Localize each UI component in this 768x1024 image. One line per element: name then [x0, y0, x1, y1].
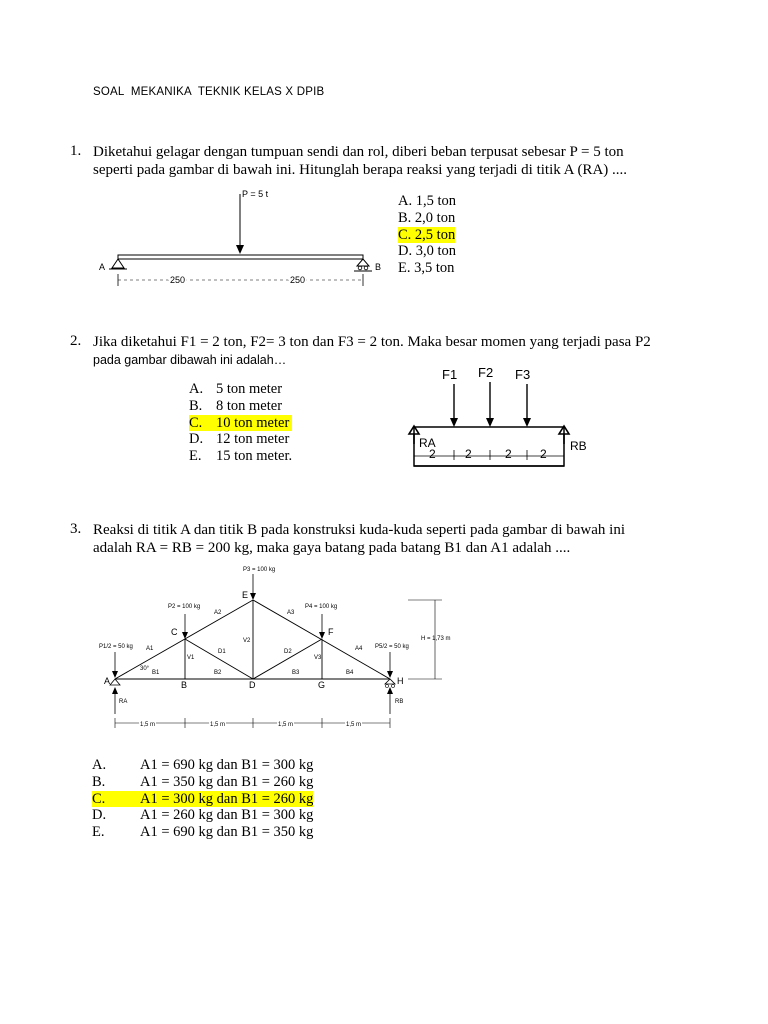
figure-1-label-a: A: [99, 262, 106, 272]
node-e: E: [242, 590, 249, 600]
support-a: [110, 679, 120, 685]
label-p4: P4 = 100 kg: [305, 604, 338, 610]
question-2-options: [189, 381, 292, 465]
question-1-options: [398, 193, 456, 277]
label-span-4: 1,5 m: [346, 722, 362, 728]
question-2-option-a[interactable]: A. 5 ton meter: [189, 381, 283, 397]
label-span-2: 1,5 m: [210, 722, 226, 728]
figure-1-pin-support: [112, 259, 124, 268]
figure-1-span-2: 250: [290, 275, 306, 285]
label-p5: P5/2 = 50 kg: [375, 644, 409, 650]
node-d: D: [249, 680, 256, 690]
label-rb: RB: [395, 699, 404, 705]
question-3-option-b[interactable]: B. A1 = 350 kg dan B1 = 260 kg: [92, 773, 314, 790]
figure-1-load-label: P = 5 t: [242, 189, 269, 199]
figure-3-truss: [90, 562, 470, 742]
label-height: H = 1,73 m: [421, 636, 451, 642]
figure-2-span-1: 2: [429, 447, 436, 461]
question-3-option-a[interactable]: A. A1 = 690 kg dan B1 = 300 kg: [92, 757, 314, 773]
label-p1: P1/2 = 50 kg: [99, 644, 133, 650]
question-1-text: [93, 143, 733, 179]
question-3-option-d[interactable]: D. A1 = 260 kg dan B1 = 300 kg: [92, 807, 314, 824]
label-v1: V1: [187, 655, 195, 661]
support-h: [385, 679, 395, 684]
label-b4: B4: [346, 670, 354, 676]
label-span-3: 1,5 m: [278, 722, 294, 728]
question-2-option-c[interactable]: C. 10 ton meter: [189, 415, 292, 432]
question-1-option-d[interactable]: D. 3,0 ton: [398, 243, 456, 260]
label-b1: B1: [152, 670, 160, 676]
question-2-line-1: Jika diketahui F1 = 2 ton, F2= 3 ton dan F3 = 2 ton. Maka besar momen yang terjadi pasa P2: [93, 334, 651, 350]
page-title: SOAL MEKANIKA TEKNIK KELAS X DPIB: [93, 86, 325, 98]
question-1-line-2: seperti pada gambar di bawah ini. Hitunglah berapa reaksi yang terjadi di titik A (RA) ....: [93, 162, 628, 178]
question-2-option-d[interactable]: D. 12 ton meter: [189, 431, 290, 448]
figure-2-ra-label: RA: [419, 436, 436, 450]
figure-1-beam-bar: [118, 255, 363, 259]
figure-1-roller-support: [357, 259, 369, 266]
figure-2-span-4: 2: [540, 447, 547, 461]
question-3-option-c[interactable]: C. A1 = 300 kg dan B1 = 260 kg: [92, 790, 314, 807]
label-a3: A3: [287, 610, 295, 616]
node-f: F: [328, 627, 334, 637]
node-g: G: [318, 680, 326, 690]
figure-2-f2-label: F2: [478, 365, 494, 380]
label-angle: 30°: [140, 666, 150, 672]
question-2-option-e[interactable]: E. 15 ton meter.: [189, 448, 293, 465]
figure-2-span-2: 2: [465, 447, 472, 461]
figure-1-span-1: 250: [170, 275, 186, 285]
figure-1-label-b: B: [375, 262, 382, 272]
label-ra: RA: [119, 699, 128, 705]
node-a: A: [104, 676, 111, 686]
figure-1-beam: [90, 182, 395, 294]
label-p2: P2 = 100 kg: [168, 604, 201, 610]
question-1-option-c[interactable]: C. 2,5 ton: [398, 226, 456, 243]
label-v3: V3: [314, 655, 322, 661]
figure-2-f1-label: F1: [442, 367, 458, 382]
question-3-line-1: Reaksi di titik A dan titik B pada konstruksi kuda-kuda seperti pada gambar di bawah ini: [93, 522, 625, 538]
label-a1: A1: [146, 646, 154, 652]
label-p3: P3 = 100 kg: [243, 567, 276, 573]
node-h: H: [397, 676, 404, 686]
label-a2: A2: [214, 610, 222, 616]
question-3-line-2: adalah RA = RB = 200 kg, maka gaya batang pada batang B1 dan A1 adalah ....: [93, 540, 571, 556]
question-2-option-b[interactable]: B. 8 ton meter: [189, 397, 283, 414]
question-1-option-b[interactable]: B. 2,0 ton: [398, 209, 456, 226]
question-3-text: [93, 521, 733, 557]
question-2-line-2: pada gambar dibawah ini adalah…: [93, 353, 287, 367]
question-3-number: 3.: [70, 521, 82, 537]
label-b3: B3: [292, 670, 300, 676]
figure-2-rb-label: RB: [570, 439, 587, 453]
figure-2-span-3: 2: [505, 447, 512, 461]
question-1-option-e[interactable]: E. 3,5 ton: [398, 260, 455, 277]
member-d2: [253, 639, 322, 679]
question-2-number: 2.: [70, 333, 82, 349]
label-a4: A4: [355, 646, 363, 652]
label-d2: D2: [284, 649, 292, 655]
question-1-option-a[interactable]: A. 1,5 ton: [398, 193, 456, 209]
figure-2-f3-label: F3: [515, 367, 531, 382]
label-v2: V2: [243, 638, 251, 644]
label-d1: D1: [218, 649, 226, 655]
question-1-line-1: Diketahui gelagar dengan tumpuan sendi dan rol, diberi beban terpusat sebesar P = 5 ton: [93, 144, 624, 160]
node-c: C: [171, 627, 178, 637]
question-3-options: [92, 757, 313, 841]
label-span-1: 1,5 m: [140, 722, 156, 728]
question-3-option-e[interactable]: E. A1 = 690 kg dan B1 = 350 kg: [92, 824, 314, 841]
figure-1-arrowhead: [236, 245, 244, 254]
node-b: B: [181, 680, 188, 690]
label-b2: B2: [214, 670, 222, 676]
question-1-number: 1.: [70, 143, 82, 159]
figure-2-beam: [402, 360, 602, 472]
